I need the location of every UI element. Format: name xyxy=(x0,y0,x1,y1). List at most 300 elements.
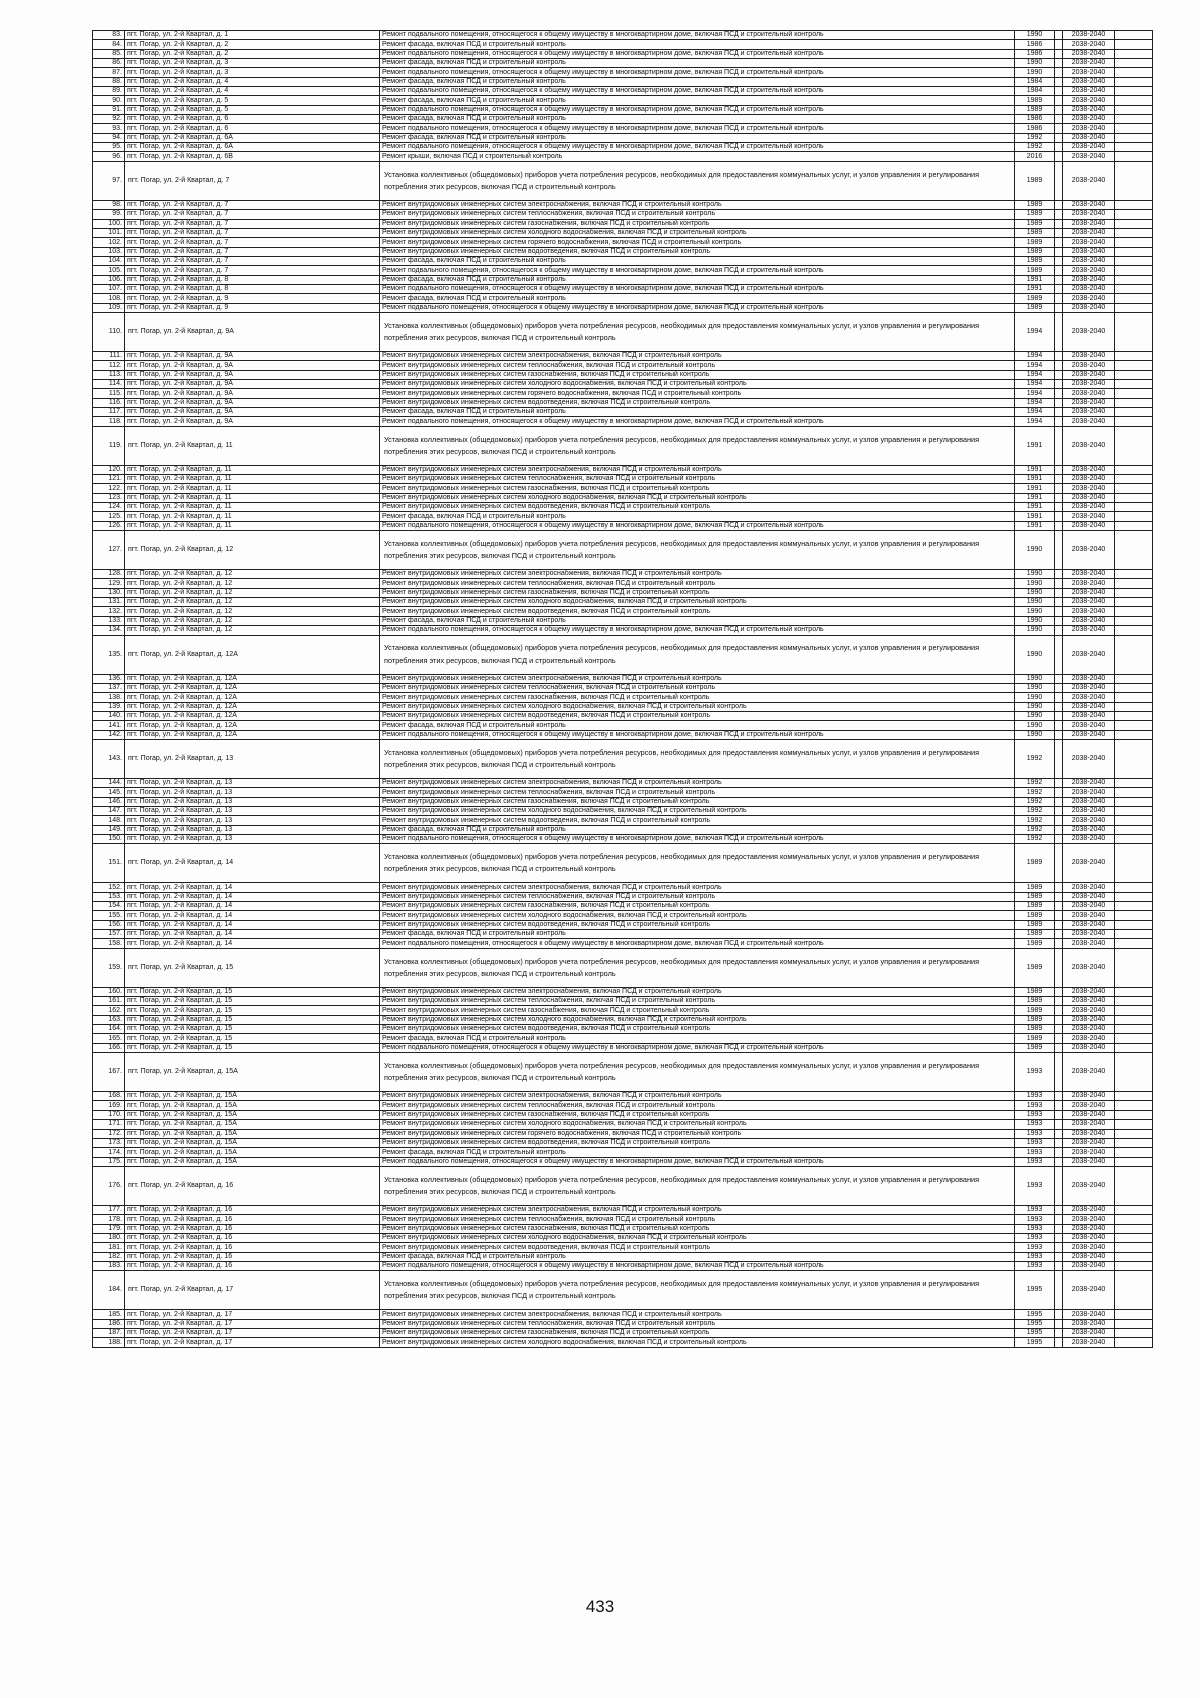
commission-year: 1992 xyxy=(1015,788,1055,797)
commission-year: 1989 xyxy=(1015,219,1055,228)
planned-period: 2038-2040 xyxy=(1063,531,1115,570)
empty-cell xyxy=(1055,739,1063,778)
planned-period: 2038-2040 xyxy=(1063,825,1115,834)
work-type-cell: Ремонт подвального помещения, относящегося к общему имуществу в многоквартирном доме, включая ПСД и строительный контроль xyxy=(380,31,1015,40)
address-house: 12 xyxy=(224,579,233,587)
empty-cell xyxy=(1115,1243,1153,1252)
planned-period: 2038-2040 xyxy=(1063,844,1115,883)
row-number: 165. xyxy=(93,1034,125,1043)
planned-period: 2038-2040 xyxy=(1063,911,1115,920)
commission-year: 1989 xyxy=(1015,844,1055,883)
row-number: 161. xyxy=(93,997,125,1006)
work-type-cell: Ремонт подвального помещения, относящегося к общему имуществу в многоквартирном доме, включая ПСД и строительный контроль xyxy=(380,284,1015,293)
work-type-cell: Ремонт внутридомовых инженерных систем холодного водоснабжения, включая ПСД и строительный контроль xyxy=(380,1233,1015,1242)
row-number: 87. xyxy=(93,68,125,77)
work-type-cell: Ремонт фасада, включая ПСД и строительный контроль xyxy=(380,77,1015,86)
address-house: 15А xyxy=(225,1068,238,1076)
work-type-cell: Ремонт внутридомовых инженерных систем газоснабжения, включая ПСД и строительный контроль xyxy=(380,1006,1015,1015)
address-street: пгт. Погар, ул. 2-й Квартал xyxy=(127,816,213,824)
work-type-cell: Установка коллективных (общедомовых) приборов учета потребления ресурсов, необходимых для предоставления коммунальных услуг, и узлов управления и регулирования потребления этих ресурсов, включая ПСД и строительный контроль xyxy=(380,161,1015,200)
commission-year: 1989 xyxy=(1015,911,1055,920)
address-house: 13 xyxy=(224,835,233,843)
address-house: 11 xyxy=(224,484,232,492)
planned-period: 2038-2040 xyxy=(1063,408,1115,417)
address-street: пгт. Погар, ул. 2-й Квартал xyxy=(127,579,213,587)
row-number: 137. xyxy=(93,683,125,692)
address-street: пгт. Погар, ул. 2-й Квартал xyxy=(127,40,213,48)
planned-period: 2038-2040 xyxy=(1063,426,1115,465)
address-house: 9А xyxy=(224,398,233,406)
planned-period: 2038-2040 xyxy=(1063,1338,1115,1347)
address-cell: пгт. Погар, ул. 2-й Квартал, д. 11 xyxy=(125,426,380,465)
address-cell: пгт. Погар, ул. 2-й Квартал, д. 9А xyxy=(125,398,380,407)
table-row xyxy=(93,361,1153,370)
planned-period: 2038-2040 xyxy=(1063,68,1115,77)
empty-cell xyxy=(1055,379,1063,388)
address-house: 6А xyxy=(224,134,233,142)
address-cell: пгт. Погар, ул. 2-й Квартал, д. 15А xyxy=(125,1148,380,1157)
address-street: пгт. Погар, ул. 2-й Квартал xyxy=(128,1182,214,1190)
commission-year: 1993 xyxy=(1015,1053,1055,1092)
commission-year: 1989 xyxy=(1015,303,1055,312)
planned-period: 2038-2040 xyxy=(1063,1101,1115,1110)
row-number: 177. xyxy=(93,1205,125,1214)
row-number: 147. xyxy=(93,806,125,815)
commission-year: 1989 xyxy=(1015,105,1055,114)
table-row xyxy=(93,465,1153,474)
empty-cell xyxy=(1055,616,1063,625)
work-type-cell: Ремонт внутридомовых инженерных систем теплоснабжения, включая ПСД и строительный контроль xyxy=(380,1215,1015,1224)
planned-period: 2038-2040 xyxy=(1063,570,1115,579)
work-type-cell: Ремонт внутридомовых инженерных систем холодного водоснабжения, включая ПСД и строительный контроль xyxy=(380,493,1015,502)
empty-cell xyxy=(1055,31,1063,40)
empty-cell xyxy=(1055,1157,1063,1166)
address-cell: пгт. Погар, ул. 2-й Квартал, д. 12А xyxy=(125,711,380,720)
address-cell: пгт. Погар, ул. 2-й Квартал, д. 12А xyxy=(125,683,380,692)
row-number: 120. xyxy=(93,465,125,474)
commission-year: 1991 xyxy=(1015,521,1055,530)
table-row xyxy=(93,49,1153,58)
work-type-cell: Ремонт внутридомовых инженерных систем горячего водоснабжения, включая ПСД и строительный контроль xyxy=(380,389,1015,398)
address-house: 15А xyxy=(224,1120,237,1128)
planned-period: 2038-2040 xyxy=(1063,1310,1115,1319)
empty-cell xyxy=(1055,266,1063,275)
planned-period: 2038-2040 xyxy=(1063,920,1115,929)
planned-period: 2038-2040 xyxy=(1063,1271,1115,1310)
empty-cell xyxy=(1115,892,1153,901)
table-row xyxy=(93,105,1153,114)
empty-cell xyxy=(1055,825,1063,834)
planned-period: 2038-2040 xyxy=(1063,96,1115,105)
work-type-cell: Ремонт подвального помещения, относящегося к общему имуществу в многоквартирном доме, включая ПСД и строительный контроль xyxy=(380,105,1015,114)
address-street: пгт. Погар, ул. 2-й Квартал xyxy=(127,1101,213,1109)
empty-cell xyxy=(1115,1006,1153,1015)
table-row xyxy=(93,1025,1153,1034)
empty-cell xyxy=(1115,389,1153,398)
empty-cell xyxy=(1115,1043,1153,1052)
address-street: пгт. Погар, ул. 2-й Квартал xyxy=(127,693,213,701)
empty-cell xyxy=(1115,115,1153,124)
address-street: пгт. Погар, ул. 2-й Квартал xyxy=(127,31,213,39)
commission-year: 1991 xyxy=(1015,284,1055,293)
commission-year: 1989 xyxy=(1015,1025,1055,1034)
address-street: пгт. Погар, ул. 2-й Квартал xyxy=(127,115,213,123)
empty-cell xyxy=(1055,1271,1063,1310)
row-number: 140. xyxy=(93,711,125,720)
row-number: 99. xyxy=(93,210,125,219)
address-house: 7 xyxy=(224,219,229,227)
address-street: пгт. Погар, ул. 2-й Квартал xyxy=(127,50,213,58)
address-cell: пгт. Погар, ул. 2-й Квартал, д. 15А xyxy=(125,1157,380,1166)
work-type-cell: Ремонт подвального помещения, относящегося к общему имуществу в многоквартирном доме, включая ПСД и строительный контроль xyxy=(380,303,1015,312)
empty-cell xyxy=(1055,1148,1063,1157)
empty-cell xyxy=(1055,1261,1063,1270)
work-type-cell: Установка коллективных (общедомовых) приборов учета потребления ресурсов, необходимых для предоставления коммунальных услуг, и узлов управления и регулирования потребления этих ресурсов, включая ПСД и строительный контроль xyxy=(380,948,1015,987)
row-number: 106. xyxy=(93,275,125,284)
row-number: 153. xyxy=(93,892,125,901)
commission-year: 1992 xyxy=(1015,797,1055,806)
address-street: пгт. Погар, ул. 2-й Квартал xyxy=(127,1006,213,1014)
empty-cell xyxy=(1115,475,1153,484)
work-type-cell: Установка коллективных (общедомовых) приборов учета потребления ресурсов, необходимых для предоставления коммунальных услуг, и узлов управления и регулирования потребления этих ресурсов, включая ПСД и строительный контроль xyxy=(380,426,1015,465)
planned-period: 2038-2040 xyxy=(1063,1110,1115,1119)
address-street: пгт. Погар, ул. 2-й Квартал xyxy=(127,201,213,209)
planned-period: 2038-2040 xyxy=(1063,161,1115,200)
address-house: 16 xyxy=(224,1262,233,1270)
work-type-cell: Установка коллективных (общедомовых) приборов учета потребления ресурсов, необходимых для предоставления коммунальных услуг, и узлов управления и регулирования потребления этих ресурсов, включая ПСД и строительный контроль xyxy=(380,739,1015,778)
empty-cell xyxy=(1115,1166,1153,1205)
empty-cell xyxy=(1115,247,1153,256)
commission-year: 1986 xyxy=(1015,115,1055,124)
commission-year: 1989 xyxy=(1015,997,1055,1006)
address-cell: пгт. Погар, ул. 2-й Квартал, д. 12А xyxy=(125,674,380,683)
table-row xyxy=(93,493,1153,502)
planned-period: 2038-2040 xyxy=(1063,683,1115,692)
address-cell: пгт. Погар, ул. 2-й Квартал, д. 15А xyxy=(125,1053,380,1092)
planned-period: 2038-2040 xyxy=(1063,711,1115,720)
row-number: 89. xyxy=(93,87,125,96)
address-house: 2 xyxy=(224,40,229,48)
address-house: 12А xyxy=(224,674,237,682)
work-type-cell: Ремонт внутридомовых инженерных систем холодного водоснабжения, включая ПСД и строительный контроль xyxy=(380,1120,1015,1129)
address-house: 12 xyxy=(224,626,233,634)
commission-year: 1993 xyxy=(1015,1148,1055,1157)
table-row xyxy=(93,475,1153,484)
table-row xyxy=(93,1034,1153,1043)
row-number: 149. xyxy=(93,825,125,834)
empty-cell xyxy=(1055,398,1063,407)
row-number: 94. xyxy=(93,133,125,142)
address-cell: пгт. Погар, ул. 2-й Квартал, д. 6 xyxy=(125,124,380,133)
planned-period: 2038-2040 xyxy=(1063,465,1115,474)
address-house: 12А xyxy=(224,684,237,692)
address-street: пгт. Погар, ул. 2-й Квартал xyxy=(127,1252,213,1260)
work-type-cell: Ремонт подвального помещения, относящегося к общему имуществу в многоквартирном доме, включая ПСД и строительный контроль xyxy=(380,1261,1015,1270)
address-house: 9А xyxy=(224,361,233,369)
address-street: пгт. Погар, ул. 2-й Квартал xyxy=(127,797,213,805)
empty-cell xyxy=(1055,417,1063,426)
planned-period: 2038-2040 xyxy=(1063,1157,1115,1166)
commission-year: 1989 xyxy=(1015,930,1055,939)
commission-year: 1990 xyxy=(1015,588,1055,597)
empty-cell xyxy=(1115,616,1153,625)
empty-cell xyxy=(1115,1101,1153,1110)
empty-cell xyxy=(1115,77,1153,86)
empty-cell xyxy=(1055,930,1063,939)
empty-cell xyxy=(1115,1157,1153,1166)
address-street: пгт. Погар, ул. 2-й Квартал xyxy=(127,59,213,67)
table-row xyxy=(93,219,1153,228)
table-row xyxy=(93,77,1153,86)
row-number: 188. xyxy=(93,1338,125,1347)
address-cell: пгт. Погар, ул. 2-й Квартал, д. 14 xyxy=(125,844,380,883)
commission-year: 1989 xyxy=(1015,920,1055,929)
planned-period: 2038-2040 xyxy=(1063,598,1115,607)
row-number: 130. xyxy=(93,588,125,597)
commission-year: 1995 xyxy=(1015,1338,1055,1347)
row-number: 134. xyxy=(93,626,125,635)
empty-cell xyxy=(1055,475,1063,484)
row-number: 128. xyxy=(93,570,125,579)
address-house: 12 xyxy=(225,546,234,554)
address-street: пгт. Погар, ул. 2-й Квартал xyxy=(127,1338,213,1346)
empty-cell xyxy=(1055,493,1063,502)
commission-year: 1993 xyxy=(1015,1110,1055,1119)
empty-cell xyxy=(1055,1205,1063,1214)
empty-cell xyxy=(1115,635,1153,674)
commission-year: 1992 xyxy=(1015,778,1055,787)
commission-year: 1989 xyxy=(1015,247,1055,256)
work-type-cell: Ремонт внутридомовых инженерных систем электроснабжения, включая ПСД и строительный контроль xyxy=(380,1205,1015,1214)
address-street: пгт. Погар, ул. 2-й Квартал xyxy=(127,152,213,160)
table-row xyxy=(93,635,1153,674)
empty-cell xyxy=(1055,294,1063,303)
planned-period: 2038-2040 xyxy=(1063,816,1115,825)
address-street: пгт. Погар, ул. 2-й Квартал xyxy=(127,607,213,615)
row-number: 116. xyxy=(93,398,125,407)
empty-cell xyxy=(1115,351,1153,360)
empty-cell xyxy=(1055,105,1063,114)
work-type-cell: Ремонт внутридомовых инженерных систем газоснабжения, включая ПСД и строительный контроль xyxy=(380,693,1015,702)
address-house: 16 xyxy=(224,1234,233,1242)
table-row xyxy=(93,598,1153,607)
row-number: 118. xyxy=(93,417,125,426)
empty-cell xyxy=(1055,1252,1063,1261)
table-row xyxy=(93,275,1153,284)
empty-cell xyxy=(1055,152,1063,161)
empty-cell xyxy=(1115,702,1153,711)
empty-cell xyxy=(1115,275,1153,284)
address-cell: пгт. Погар, ул. 2-й Квартал, д. 16 xyxy=(125,1243,380,1252)
work-type-cell: Ремонт внутридомовых инженерных систем теплоснабжения, включая ПСД и строительный контроль xyxy=(380,683,1015,692)
row-number: 175. xyxy=(93,1157,125,1166)
address-house: 13 xyxy=(224,825,233,833)
empty-cell xyxy=(1055,59,1063,68)
row-number: 183. xyxy=(93,1261,125,1270)
work-type-cell: Установка коллективных (общедомовых) приборов учета потребления ресурсов, необходимых для предоставления коммунальных услуг, и узлов управления и регулирования потребления этих ресурсов, включая ПСД и строительный контроль xyxy=(380,312,1015,351)
empty-cell xyxy=(1115,579,1153,588)
empty-cell xyxy=(1115,987,1153,996)
table-row xyxy=(93,892,1153,901)
address-cell: пгт. Погар, ул. 2-й Квартал, д. 11 xyxy=(125,493,380,502)
commission-year: 1993 xyxy=(1015,1243,1055,1252)
work-type-cell: Ремонт внутридомовых инженерных систем электроснабжения, включая ПСД и строительный контроль xyxy=(380,1092,1015,1101)
table-row xyxy=(93,417,1153,426)
address-street: пгт. Погар, ул. 2-й Квартал xyxy=(127,807,213,815)
planned-period: 2038-2040 xyxy=(1063,143,1115,152)
address-house: 15 xyxy=(224,1016,233,1024)
table-row xyxy=(93,312,1153,351)
address-cell: пгт. Погар, ул. 2-й Квартал, д. 15 xyxy=(125,987,380,996)
empty-cell xyxy=(1115,930,1153,939)
address-cell: пгт. Погар, ул. 2-й Квартал, д. 11 xyxy=(125,475,380,484)
address-house: 6 xyxy=(224,115,229,123)
work-type-cell: Ремонт фасада, включая ПСД и строительный контроль xyxy=(380,1252,1015,1261)
address-street: пгт. Погар, ул. 2-й Квартал xyxy=(127,417,213,425)
row-number: 96. xyxy=(93,152,125,161)
row-number: 152. xyxy=(93,883,125,892)
row-number: 105. xyxy=(93,266,125,275)
address-cell: пгт. Погар, ул. 2-й Квартал, д. 16 xyxy=(125,1224,380,1233)
empty-cell xyxy=(1115,1224,1153,1233)
work-type-cell: Ремонт подвального помещения, относящегося к общему имуществу в многоквартирном доме, включая ПСД и строительный контроль xyxy=(380,626,1015,635)
table-row xyxy=(93,797,1153,806)
empty-cell xyxy=(1055,1215,1063,1224)
address-cell: пгт. Погар, ул. 2-й Квартал, д. 7 xyxy=(125,219,380,228)
address-house: 7 xyxy=(224,229,229,237)
commission-year: 1990 xyxy=(1015,579,1055,588)
planned-period: 2038-2040 xyxy=(1063,152,1115,161)
table-row xyxy=(93,210,1153,219)
empty-cell xyxy=(1055,1053,1063,1092)
address-house: 11 xyxy=(224,503,232,511)
table-row xyxy=(93,426,1153,465)
commission-year: 1994 xyxy=(1015,408,1055,417)
address-cell: пгт. Погар, ул. 2-й Квартал, д. 9А xyxy=(125,370,380,379)
work-type-cell: Ремонт внутридомовых инженерных систем теплоснабжения, включая ПСД и строительный контроль xyxy=(380,579,1015,588)
work-type-cell: Ремонт внутридомовых инженерных систем газоснабжения, включая ПСД и строительный контроль xyxy=(380,484,1015,493)
address-street: пгт. Погар, ул. 2-й Квартал xyxy=(127,730,213,738)
address-house: 15 xyxy=(224,1006,233,1014)
empty-cell xyxy=(1115,739,1153,778)
table-row xyxy=(93,570,1153,579)
address-cell: пгт. Погар, ул. 2-й Квартал, д. 6А xyxy=(125,133,380,142)
empty-cell xyxy=(1115,1025,1153,1034)
table-row xyxy=(93,143,1153,152)
row-number: 179. xyxy=(93,1224,125,1233)
address-cell: пгт. Погар, ул. 2-й Квартал, д. 9А xyxy=(125,361,380,370)
empty-cell xyxy=(1055,256,1063,265)
address-cell: пгт. Погар, ул. 2-й Квартал, д. 15 xyxy=(125,997,380,1006)
address-street: пгт. Погар, ул. 2-й Квартал xyxy=(127,370,213,378)
work-type-cell: Ремонт крыши, включая ПСД и строительный контроль xyxy=(380,152,1015,161)
empty-cell xyxy=(1055,1310,1063,1319)
address-house: 15 xyxy=(224,1034,233,1042)
address-street: пгт. Погар, ул. 2-й Квартал xyxy=(128,859,214,867)
address-house: 7 xyxy=(224,247,229,255)
work-type-cell: Ремонт внутридомовых инженерных систем теплоснабжения, включая ПСД и строительный контроль xyxy=(380,892,1015,901)
work-type-cell: Ремонт фасада, включая ПСД и строительный контроль xyxy=(380,721,1015,730)
address-house: 9 xyxy=(224,303,229,311)
address-street: пгт. Погар, ул. 2-й Квартал xyxy=(127,1111,213,1119)
table-row xyxy=(93,616,1153,625)
planned-period: 2038-2040 xyxy=(1063,351,1115,360)
address-house: 17 xyxy=(225,1286,234,1294)
table-row xyxy=(93,778,1153,787)
row-number: 162. xyxy=(93,1006,125,1015)
address-street: пгт. Погар, ул. 2-й Квартал xyxy=(127,134,213,142)
address-house: 15А xyxy=(224,1101,237,1109)
address-cell: пгт. Погар, ул. 2-й Квартал, д. 9 xyxy=(125,303,380,312)
address-street: пгт. Погар, ул. 2-й Квартал xyxy=(127,1129,213,1137)
row-number: 121. xyxy=(93,475,125,484)
page-number: 433 xyxy=(585,1597,615,1616)
work-type-cell: Ремонт внутридомовых инженерных систем водоотведения, включая ПСД и строительный контроль xyxy=(380,711,1015,720)
address-house: 11 xyxy=(224,475,232,483)
commission-year: 1984 xyxy=(1015,77,1055,86)
address-street: пгт. Погар, ул. 2-й Квартал xyxy=(127,617,213,625)
commission-year: 1990 xyxy=(1015,598,1055,607)
address-cell: пгт. Погар, ул. 2-й Квартал, д. 14 xyxy=(125,911,380,920)
empty-cell xyxy=(1115,426,1153,465)
table-row xyxy=(93,266,1153,275)
table-row xyxy=(93,939,1153,948)
address-house: 16 xyxy=(224,1224,233,1232)
commission-year: 1989 xyxy=(1015,228,1055,237)
empty-cell xyxy=(1115,96,1153,105)
address-street: пгт. Погар, ул. 2-й Квартал xyxy=(127,1319,213,1327)
address-street: пгт. Погар, ул. 2-й Квартал xyxy=(127,1148,213,1156)
empty-cell xyxy=(1115,1015,1153,1024)
address-house: 9А xyxy=(224,408,233,416)
planned-period: 2038-2040 xyxy=(1063,1224,1115,1233)
address-street: пгт. Погар, ул. 2-й Квартал xyxy=(127,380,213,388)
empty-cell xyxy=(1115,1120,1153,1129)
address-cell: пгт. Погар, ул. 2-й Квартал, д. 1 xyxy=(125,31,380,40)
address-cell: пгт. Погар, ул. 2-й Квартал, д. 12 xyxy=(125,626,380,635)
address-street: пгт. Погар, ул. 2-й Квартал xyxy=(127,911,213,919)
planned-period: 2038-2040 xyxy=(1063,948,1115,987)
row-number: 126. xyxy=(93,521,125,530)
address-cell: пгт. Погар, ул. 2-й Квартал, д. 12А xyxy=(125,693,380,702)
planned-period: 2038-2040 xyxy=(1063,892,1115,901)
address-street: пгт. Погар, ул. 2-й Квартал xyxy=(127,892,213,900)
address-cell: пгт. Погар, ул. 2-й Квартал, д. 14 xyxy=(125,939,380,948)
planned-period: 2038-2040 xyxy=(1063,379,1115,388)
empty-cell xyxy=(1115,1053,1153,1092)
planned-period: 2038-2040 xyxy=(1063,200,1115,209)
address-cell: пгт. Погар, ул. 2-й Квартал, д. 6 xyxy=(125,115,380,124)
address-street: пгт. Погар, ул. 2-й Квартал xyxy=(127,1224,213,1232)
address-cell: пгт. Погар, ул. 2-й Квартал, д. 7 xyxy=(125,200,380,209)
table-row xyxy=(93,133,1153,142)
planned-period: 2038-2040 xyxy=(1063,228,1115,237)
commission-year: 1993 xyxy=(1015,1092,1055,1101)
planned-period: 2038-2040 xyxy=(1063,40,1115,49)
planned-period: 2038-2040 xyxy=(1063,275,1115,284)
commission-year: 1989 xyxy=(1015,294,1055,303)
address-cell: пгт. Погар, ул. 2-й Квартал, д. 15А xyxy=(125,1120,380,1129)
empty-cell xyxy=(1055,721,1063,730)
row-number: 98. xyxy=(93,200,125,209)
commission-year: 1993 xyxy=(1015,1215,1055,1224)
address-cell: пгт. Погар, ул. 2-й Квартал, д. 9А xyxy=(125,379,380,388)
address-house: 15 xyxy=(224,997,233,1005)
empty-cell xyxy=(1115,40,1153,49)
address-street: пгт. Погар, ул. 2-й Квартал xyxy=(127,96,213,104)
commission-year: 1992 xyxy=(1015,739,1055,778)
address-house: 14 xyxy=(224,930,233,938)
